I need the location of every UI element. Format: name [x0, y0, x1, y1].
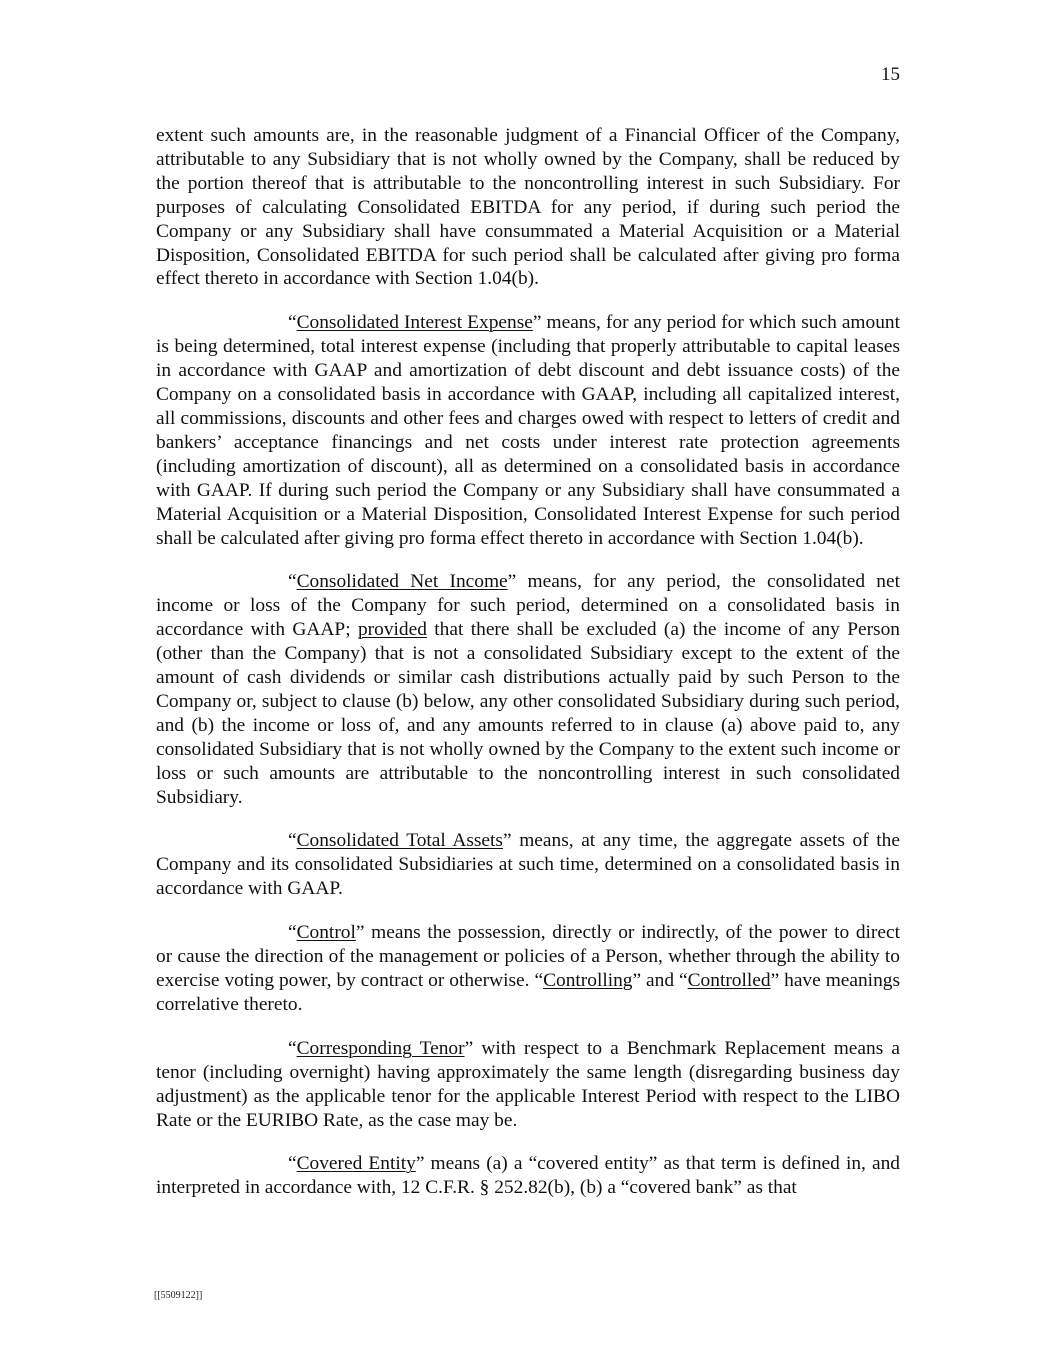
paragraph-ebitda-continuation	[156, 124, 900, 291]
definition-text: ” means (a) a “covered entity” as that term is defined in, and interpreted in accordance with, 12 C.F.R. § 252.82(b), (b) a “covered bank” as that	[156, 1153, 901, 1199]
open-quote: “	[288, 1153, 297, 1175]
provided-keyword: provided	[357, 619, 427, 641]
paragraph-text: extent such amounts are, in the reasonable judgment of a Financial Officer of the Company, attributable to any Subsidiary that is not wholly owned by the Company, shall be reduced by the portion thereof that is attributable to the noncontrolling interest in such Subsidiary. For purposes of calculating Consolidated EBITDA for any period, if during such period the Company or any Subsidiary shall have consummated a Material Acquisition or a Material Disposition, Consolidated EBITDA for such period shall be calculated after giving pro forma effect thereto in accordance with Section 1.04(b).	[156, 125, 900, 290]
definition-text: ” means, at any time, the aggregate assets of the Company and its consolidated Subsidiaries at such time, determined on a consolidated basis in accordance with GAAP.	[156, 830, 900, 900]
defined-term: Control	[296, 922, 356, 944]
open-quote: “	[288, 1037, 297, 1059]
defined-term: Consolidated Interest Expense	[296, 312, 533, 334]
defined-term-controlling: Controlling	[543, 970, 633, 991]
page-number: 15	[881, 64, 900, 85]
defined-term: Corresponding Tenor	[296, 1037, 465, 1059]
open-quote: “	[288, 312, 297, 334]
definition-covered-entity	[156, 1152, 900, 1200]
definition-consolidated-net-income	[156, 570, 900, 809]
document-footer-id: [[5509122]]	[154, 1290, 203, 1301]
defined-term: Consolidated Net Income	[296, 571, 508, 593]
defined-term: Consolidated Total Assets	[296, 830, 503, 852]
definition-consolidated-interest-expense	[156, 311, 900, 550]
definition-text: ” means, for any period, the consolidated net income or loss of the Company for such period, determined on a consolidated basis in accordance with GAAP;	[156, 571, 900, 641]
definition-text: ” means, for any period for which such amount is being determined, total interest expense (including that properly attributable to capital leases in accordance with GAAP and amortization of debt discount and debt issuance costs) of the Company on a consolidated basis in accordance with GAAP, including all capitalized interest, all commissions, discounts and other fees and charges owed with respect to letters of credit and bankers’ acceptance financings and net costs under interest rate protection agreements (including amortization of discount), all as determined on a consolidated basis in accordance with GAAP. If during such period the Company or any Subsidiary shall have consummated a Material Acquisition or a Material Disposition, Consolidated Interest Expense for such period shall be calculated after giving pro forma effect thereto in accordance with Section 1.04(b).	[156, 312, 900, 549]
definition-text: ” with respect to a Benchmark Replacement means a tenor (including overnight) having approximately the same length (disregarding business day adjustment) as the applicable tenor for the applicable Interest Period with respect to the LIBO Rate or the EURIBO Rate, as the case may be.	[156, 1037, 900, 1131]
definition-text: ” means the possession, directly or indirectly, of the power to direct or cause the direction of the management or policies of a Person, whether through the ability to exercise voting power, by contract or otherwise. “	[156, 922, 900, 991]
defined-term: Covered Entity	[296, 1153, 416, 1175]
defined-term-controlled: Controlled	[687, 970, 771, 991]
definition-control	[156, 921, 900, 1017]
open-quote: “	[288, 571, 297, 593]
definition-text: that there shall be excluded (a) the income of any Person (other than the Company) that is not a consolidated Subsidiary except to the extent of the amount of cash dividends or similar cash distributions actually paid by such Person to the Company or, subject to clause (b) below, any other consolidated Subsidiary during such period, and (b) the income or loss of, and any amounts referred to in clause (a) above paid to, any consolidated Subsidiary that is not wholly owned by the Company to the extent such income or loss or such amounts are attributable to the noncontrolling interest in such consolidated Subsidiary.	[156, 619, 900, 808]
definition-corresponding-tenor	[156, 1037, 900, 1133]
open-quote: “	[288, 922, 297, 944]
definition-text: ” have meanings correlative thereto.	[156, 970, 901, 1015]
document-body	[156, 124, 900, 1200]
open-quote: “	[288, 830, 297, 852]
definition-consolidated-total-assets	[156, 829, 900, 901]
definition-text: ” and “	[632, 970, 688, 991]
